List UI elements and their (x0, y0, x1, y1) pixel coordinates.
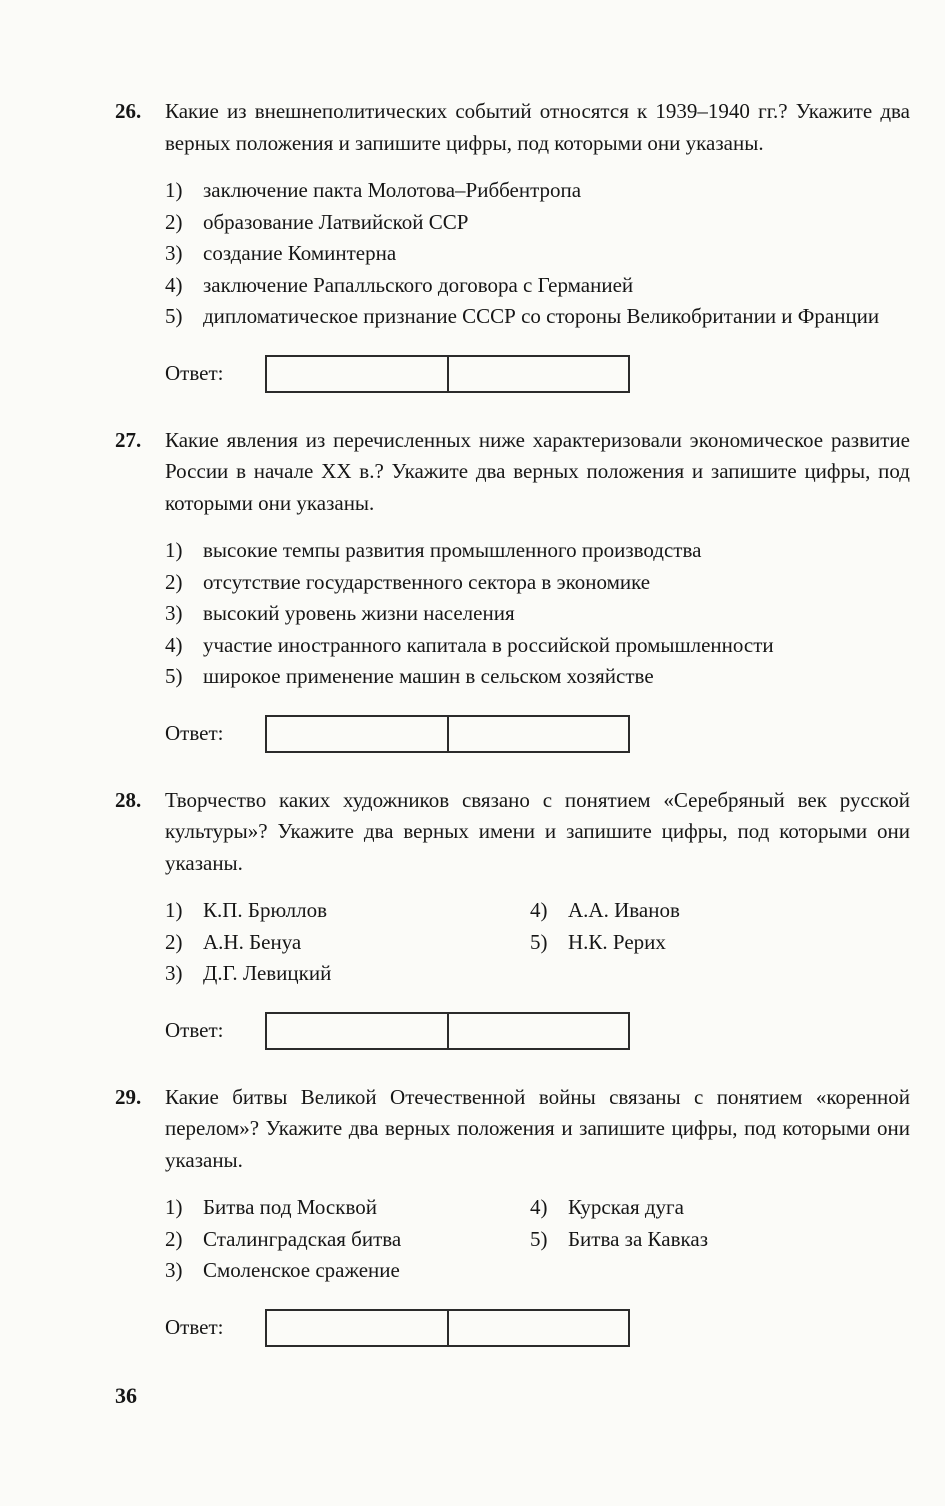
option-number: 2) (165, 1226, 183, 1251)
question-text: Какие явления из перечисленных ниже характеризовали экономическое развитие России в начале XX в.? Укажите два верных положения и запишите цифры, под которыми они указаны. (165, 427, 910, 515)
option-text: Битва за Кавказ (568, 1226, 709, 1251)
option-text: дипломатическое признание СССР со стороны Великобритании и Франции (203, 304, 880, 328)
option-text: широкое применение машин в сельском хозяйстве (203, 664, 654, 688)
answer-cell-1[interactable] (267, 1311, 449, 1345)
answer-cell-2[interactable] (449, 717, 629, 751)
option-item (530, 1192, 910, 1224)
answer-row (165, 1309, 910, 1347)
option-number: 1) (165, 538, 183, 562)
option-number: 4) (530, 1195, 548, 1219)
option-number: 3) (165, 241, 183, 265)
option-number: 2) (165, 209, 183, 234)
question-29-options (165, 1192, 910, 1287)
option-text: образование Латвийской ССР (203, 209, 469, 234)
question-26-head (115, 96, 910, 159)
option-text: Битва под Москвой (203, 1195, 377, 1219)
question-28-options (165, 895, 910, 990)
option-item (165, 661, 910, 693)
option-item (165, 535, 910, 567)
option-number: 5) (530, 929, 548, 954)
options-column-right (530, 1192, 910, 1287)
option-text: Сталинградская битва (203, 1226, 402, 1251)
option-text: заключение пакта Молотова–Риббентропа (203, 178, 582, 202)
option-item (165, 1192, 530, 1224)
answer-cell-2[interactable] (449, 1014, 629, 1048)
option-text: Смоленское сражение (203, 1258, 400, 1282)
answer-label: Ответ: (165, 1314, 224, 1339)
option-number: 2) (165, 929, 183, 954)
option-item (530, 895, 910, 927)
question-number: 28. (115, 787, 142, 812)
option-number: 4) (165, 632, 183, 657)
option-number: 3) (165, 1258, 183, 1282)
question-number: 27. (115, 427, 142, 452)
option-text: участие иностранного капитала в российской промышленности (203, 632, 774, 657)
option-item (165, 895, 530, 927)
option-text: высокие темпы развития промышленного производства (203, 538, 702, 562)
option-item (165, 1224, 530, 1256)
question-number: 29. (115, 1084, 142, 1109)
option-text: создание Коминтерна (203, 241, 397, 265)
answer-box (265, 715, 630, 753)
answer-label: Ответ: (165, 360, 224, 385)
option-number: 4) (165, 272, 183, 297)
options-column-left (165, 1192, 530, 1287)
option-number: 1) (165, 1195, 183, 1219)
option-text: отсутствие государственного сектора в экономике (203, 569, 651, 594)
option-number: 1) (165, 898, 183, 922)
question-29 (115, 1082, 910, 1347)
option-number: 3) (165, 601, 183, 625)
option-text: Д.Г. Левицкий (203, 961, 332, 985)
answer-label: Ответ: (165, 1017, 224, 1042)
answer-cell-1[interactable] (267, 357, 449, 391)
option-item (165, 927, 530, 959)
answer-row (165, 1012, 910, 1050)
option-item (165, 598, 910, 630)
question-text: Какие битвы Великой Отечественной войны связаны с понятием «коренной перелом»? Укажите два верных положения и запишите цифры, под которыми они указаны. (165, 1084, 910, 1172)
option-item (165, 1255, 530, 1287)
option-number: 1) (165, 178, 183, 202)
option-text: А.А. Иванов (568, 898, 680, 922)
question-28 (115, 785, 910, 1050)
option-item (165, 270, 910, 302)
option-number: 5) (165, 304, 183, 328)
answer-row (165, 715, 910, 753)
option-item (530, 1224, 910, 1256)
options-column-right (530, 895, 910, 990)
question-text: Какие из внешнеполитических событий относятся к 1939–1940 гг.? Укажите два верных положения и запишите цифры, под которыми они указаны. (165, 99, 910, 155)
option-item (165, 301, 910, 333)
option-text: Н.К. Рерих (568, 929, 666, 954)
option-item (530, 927, 910, 959)
option-number: 5) (165, 664, 183, 688)
question-28-head (115, 785, 910, 880)
answer-cell-2[interactable] (449, 1311, 629, 1345)
option-item (165, 175, 910, 207)
option-text: высокий уровень жизни населения (203, 601, 515, 625)
option-item (165, 958, 530, 990)
question-29-head (115, 1082, 910, 1177)
answer-box (265, 1012, 630, 1050)
option-number: 4) (530, 898, 548, 922)
option-number: 2) (165, 569, 183, 594)
options-column-left (165, 895, 530, 990)
question-text: Творчество каких художников связано с понятием «Серебряный век русской культуры»? Укажите два верных имени и запишите цифры, под которыми они указаны. (165, 787, 910, 875)
option-number: 5) (530, 1226, 548, 1251)
answer-box (265, 355, 630, 393)
page-number: 36 (115, 1382, 137, 1408)
option-item (165, 207, 910, 239)
question-number: 26. (115, 99, 142, 123)
option-text: К.П. Брюллов (203, 898, 328, 922)
answer-label: Ответ: (165, 720, 224, 745)
option-text: А.Н. Бенуа (203, 929, 302, 954)
question-26 (115, 96, 910, 393)
option-item (165, 238, 910, 270)
question-26-options (165, 175, 910, 333)
answer-cell-1[interactable] (267, 717, 449, 751)
question-27-head (115, 425, 910, 520)
answer-box (265, 1309, 630, 1347)
option-item (165, 567, 910, 599)
question-27-options (165, 535, 910, 693)
option-text: Курская дуга (568, 1195, 684, 1219)
answer-row (165, 355, 910, 393)
answer-cell-2[interactable] (449, 357, 629, 391)
option-item (165, 630, 910, 662)
option-number: 3) (165, 961, 183, 985)
option-text: заключение Рапалльского договора с Германией (203, 272, 634, 297)
answer-cell-1[interactable] (267, 1014, 449, 1048)
question-27 (115, 425, 910, 753)
